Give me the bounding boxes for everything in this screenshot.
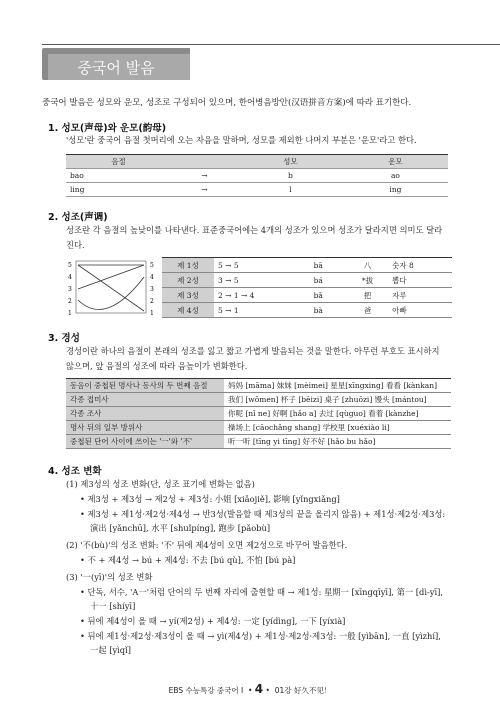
section-2-text: 성조란 각 음절의 높낮이를 나타낸다. 표준중국어에는 4개의 성조가 있으며 성조가 달라지면 의미도 달라 진다. (66, 225, 443, 250)
svg-text:1: 1 (68, 310, 72, 317)
section-3-heading: 3. 경성 (48, 333, 80, 344)
svg-text:1: 1 (150, 310, 154, 317)
page-footer: EBS 수능특강 중국어 I • 4 • 01강 好久不见！ (168, 682, 332, 696)
svg-text:5: 5 (68, 262, 72, 269)
section-4-heading: 4. 성조 변화 (48, 466, 102, 477)
page-title: 중국어 발음 (77, 59, 155, 77)
section-2-heading: 2. 성조(声调) (48, 212, 108, 223)
list-item: • 不 + 제4성 → bú + 제4성: 不去 [bú qù], 不怕 [bú pà] (80, 555, 296, 565)
list-item: 十一 [shíyī] (90, 601, 136, 611)
list-item: • 단독, 서수, 'A一'처럼 단어의 두 번째 자리에 출현할 때 → 제1성: 星期一 [xīngqīyī], 第一 [dì-yī], (80, 587, 444, 597)
section-1-heading: 1. 성모(声母)와 운모(韵母) (48, 123, 167, 134)
neutral-tone-table: 동음이 중첩된 명사나 동사의 두 번째 음절 妈妈 [māma] 妹妹 [mèimei] 星星[xīngxing] 看看 [kànkan] 각종 접미사 我们 [wǒmen] 杯子 [bēizi] 桌子 [zhuōzi] 馒头 [mántou] 각종 조사 你呢 [nǐ ne] 好啊 [hǎo a] 去过 [qùguo] 看着 [kànzhe] 명사 뒤의 일부 방위사 操场上 [cāochǎng shang] 学校里 [xuéxiào li] 중첩된 단어 사이에 쓰이는 '一'와 '不' 听一听 [tīng yi tīng] 好不好 [hǎo bu hǎo] (66, 378, 451, 449)
tone-change-1: (1) 제3성의 성조 변화(단, 성조 표기에 변화는 없음) (66, 479, 255, 489)
intro-text: 중국어 발음은 성모와 운모, 성조로 구성되어 있으며, 한어병음방안(汉语拼音方案)에 따라 표기한다. (42, 98, 412, 108)
svg-text:3: 3 (150, 286, 154, 293)
tone-change-3: (3) '一(yī)'의 성조 변화 (66, 572, 153, 582)
svg-text:5: 5 (150, 262, 154, 269)
tone-table: 제 1성 5 → 5 bā 八 숫자 8 제 2성 3 → 5 bá *拔 뽑다 제 3성 2 → 1 → 4 bǎ 把 자루 제 4성 5 → 1 bà 爸 아빠 (162, 257, 452, 318)
tone-change-2: (2) '不(bù)'의 성조 변화: '不' 뒤에 제4성이 오면 제2성으로 바꾸어 발음한다. (66, 540, 348, 550)
svg-text:3: 3 (68, 286, 72, 293)
list-item: • 뒤에 제4성이 올 때 → yí(제2성) + 제4성: 一定 [yídìng], 一下 [yíxià] (80, 616, 346, 626)
section-1-text: '성모'란 중국어 음절 첫머리에 오는 자음을 말하며, 성모를 제외한 나머지 부분은 '운모'라고 한다. (66, 135, 417, 145)
page-number: 4 (254, 682, 264, 696)
list-item: • 제3성 + 제3성 → 제2성 + 제3성: 小姐 [xiǎojiě], 影响 [yǐngxiǎng] (80, 494, 340, 504)
tone-contour-diagram (66, 257, 158, 317)
svg-text:2: 2 (150, 298, 154, 305)
svg-text:2: 2 (68, 298, 72, 305)
section-3-text: 경성이란 하나의 음절이 본래의 성조를 잃고 짧고 가볍게 발음되는 것을 말한다. 아무런 부호도 표시하지 않으며, 앞 음절의 성조에 따라 음높이가 변화한다. (66, 346, 440, 371)
svg-text:4: 4 (68, 274, 72, 281)
list-item: • 뒤에 제1성·제2성·제3성이 올 때 → yì(제4성) + 제1성·제2성·제3성: 一般 [yìbān], 一直 [yìzhí], (80, 631, 441, 641)
svg-text:4: 4 (150, 274, 154, 281)
title-banner (42, 48, 190, 80)
list-item: • 제3성 + 제1성·제2성·제4성 → 반3성(발음할 때 제3성의 끝을 올리지 않음) + 제1성·제2성·제3성: (80, 509, 446, 519)
list-item: 一起 [yìqǐ] (90, 645, 132, 655)
top-rule (42, 44, 500, 45)
list-item: 演出 [yǎnchū], 水平 [shuǐpíng], 跑步 [pǎobù] (90, 523, 271, 533)
syllable-table: 음절 성모 운모 bao → b ao ling → l ing (66, 154, 448, 197)
